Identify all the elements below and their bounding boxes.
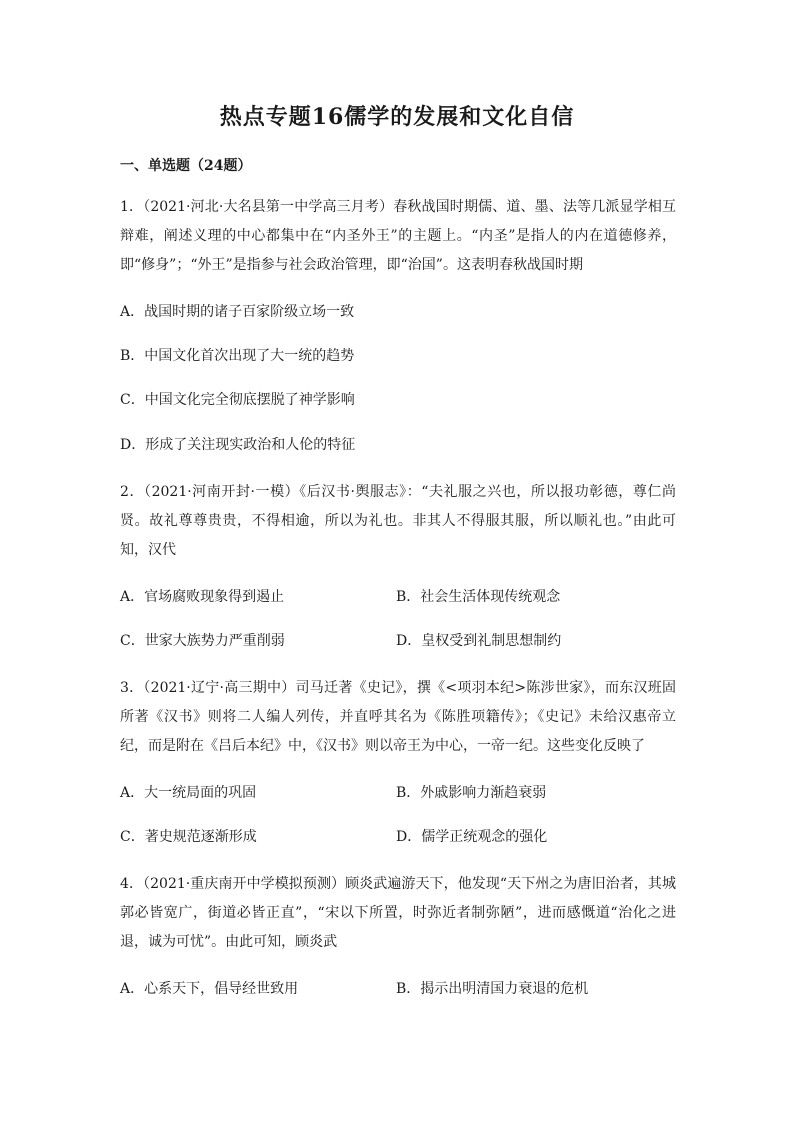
q4-option-a: A．心系天下，倡导经世致用: [120, 981, 299, 997]
page-title: 热点专题16儒学的发展和文化自信: [219, 104, 575, 130]
q1-option-a: A．战国时期的诸子百家阶级立场一致: [120, 304, 355, 320]
question-2-stem: 2．（2021·河南开封·一模）《后汉书·舆服志》：“夫礼服之兴也，所以报功彰德，尊仁尚贤。故礼尊尊贵贵，不得相逾，所以为礼也。非其人不得服其服，所以顺礼也。”由此可知，汉代: [120, 484, 676, 558]
section-heading: 一、单选题（24题）: [120, 158, 252, 174]
question-3-stem: 3．（2021·辽宁·高三期中）司马迁著《史记》，撰《<项羽本纪>陈涉世家》，而东汉班固所著《汉书》则将二人编人列传，并直呼其名为《陈胜项籍传》；《史记》未给汉惠帝立纪，而是附在《吕后本纪》中，《汉书》则以帝王为中心，一帝一纪。这些变化反映了: [120, 680, 676, 754]
question-1-stem: 1．（2021·河北·大名县第一中学高三月考）春秋战国时期儒、道、墨、法等几派显学相互辩难，阐述义理的中心都集中在“内圣外王”的主题上。“内圣”是指人的内在道德修养，即“修身”；“外王”是指参与社会政治管理，即“治国”。这表明春秋战国时期: [120, 199, 676, 273]
q4-option-b: B．揭示出明清国力衰退的危机: [396, 981, 589, 997]
q3-option-c: C．著史规范逐渐形成: [120, 829, 257, 845]
question-4-stem: 4．（2021·重庆南开中学模拟预测）顾炎武遍游天下，他发现“天下州之为唐旧治者，其城郭必皆宽广，街道必皆正直”，“宋以下所置，时弥近者制弥陋”，进而感慨道“治化之进退，诚为可忧”。由此可知，顾炎武: [120, 876, 676, 950]
q1-option-b: B．中国文化首次出现了大一统的趋势: [120, 348, 355, 364]
q2-option-d: D．皇权受到礼制思想制约: [396, 633, 562, 649]
q2-option-c: C．世家大族势力严重削弱: [120, 633, 285, 649]
q3-option-d: D．儒学正统观念的强化: [396, 829, 548, 845]
q1-option-d: D．形成了关注现实政治和人伦的特征: [120, 437, 356, 453]
q3-option-b: B．外戚影响力渐趋衰弱: [396, 785, 547, 801]
q3-option-a: A．大一统局面的巩固: [120, 785, 257, 801]
q2-option-a: A．官场腐败现象得到遏止: [120, 589, 285, 605]
q1-option-c: C．中国文化完全彻底摆脱了神学影响: [120, 392, 355, 408]
q2-option-b: B．社会生活体现传统观念: [396, 589, 561, 605]
